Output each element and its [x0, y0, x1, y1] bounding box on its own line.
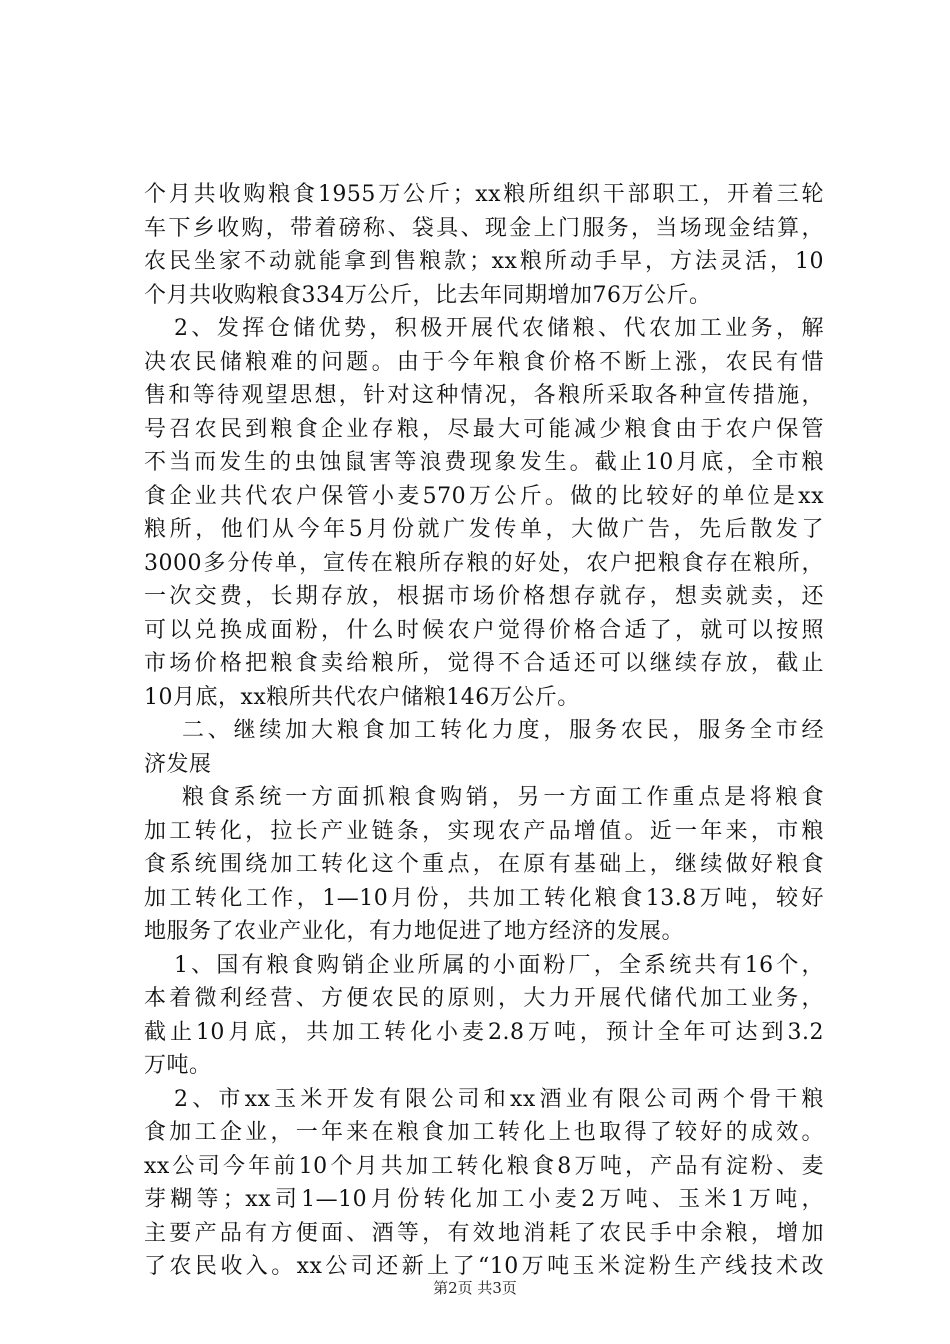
text-line: 地服务了农业产业化，有力地促进了地方经济的发展。 — [144, 919, 685, 944]
text-line: 10月底，xx粮所共代农户储粮146万公斤。 — [144, 684, 580, 710]
text-line: 食加工企业，一年来在粮食加工转化上也取得了较好的成效。 — [144, 1120, 824, 1145]
text-line: 加工转化工作，1—10月份，共加工转化粮食13.8万吨，较好 — [144, 885, 824, 911]
text-line: 万吨。 — [144, 1053, 212, 1078]
text-line: 1、国有粮食购销企业所属的小面粉厂，全系统共有16个， — [174, 952, 824, 978]
text-line: 售和等待观望思想，针对这种情况，各粮所采取各种宣传措施， — [144, 383, 824, 408]
section-heading: 二、继续加大粮食加工转化力度，服务农民，服务全市经 — [182, 718, 824, 743]
text-line: xx公司今年前10个月共加工转化粮食8万吨，产品有淀粉、麦 — [144, 1153, 824, 1179]
text-line: 车下乡收购，带着磅称、袋具、现金上门服务，当场现金结算， — [144, 215, 824, 241]
text-line: 3000多分传单，宣传在粮所存粮的好处，农户把粮食存在粮所， — [144, 550, 824, 576]
text-line: 2、发挥仓储优势，积极开展代农储粮、代农加工业务，解 — [174, 316, 824, 341]
text-line: 食企业共代农户保管小麦570万公斤。做的比较好的单位是xx — [144, 483, 824, 509]
text-line: 2、市xx玉米开发有限公司和xx酒业有限公司两个骨干粮 — [174, 1086, 824, 1112]
text-line: 市场价格把粮食卖给粮所，觉得不合适还可以继续存放，截止 — [144, 651, 824, 676]
text-line: 了农民收入。xx公司还新上了“10万吨玉米淀粉生产线技术改 — [144, 1254, 824, 1279]
text-line: 截止10月底，共加工转化小麦2.8万吨，预计全年可达到3.2 — [144, 1019, 824, 1045]
section-heading: 济发展 — [144, 751, 212, 777]
text-line: 本着微利经营、方便农民的原则，大力开展代储代加工业务， — [144, 986, 824, 1011]
text-line: 粮所，他们从今年5月份就广发传单，大做广告，先后散发了 — [144, 517, 824, 542]
text-line: 个月共收购粮食334万公斤，比去年同期增加76万公斤。 — [144, 282, 712, 308]
text-line: 芽糊等；xx司1—10月份转化加工小麦2万吨、玉米1万吨， — [144, 1187, 824, 1212]
text-line: 加工转化，拉长产业链条，实现农产品增值。近一年来，市粮 — [144, 818, 824, 844]
text-line: 农民坐家不动就能拿到售粮款；xx粮所动手早，方法灵活，10 — [144, 249, 824, 274]
text-line: 食系统围绕加工转化这个重点，在原有基础上，继续做好粮食 — [144, 852, 824, 877]
text-line: 号召农民到粮食企业存粮，尽最大可能减少粮食由于农户保管 — [144, 416, 824, 442]
page-number-footer: 第2页 共3页 — [433, 1279, 517, 1297]
text-line: 个月共收购粮食1955万公斤；xx粮所组织干部职工，开着三轮 — [144, 182, 824, 207]
text-line: 决农民储粮难的问题。由于今年粮食价格不断上涨，农民有惜 — [144, 349, 824, 375]
text-line: 主要产品有方便面、酒等，有效地消耗了农民手中余粮，增加 — [144, 1220, 824, 1246]
body-text — [144, 178, 824, 1284]
text-line: 可以兑换成面粉，什么时候农户觉得价格合适了，就可以按照 — [144, 617, 824, 643]
text-line: 一次交费，长期存放，根据市场价格想存就存，想卖就卖，还 — [144, 584, 824, 609]
text-line: 不当而发生的虫蚀鼠害等浪费现象发生。截止10月底，全市粮 — [144, 450, 824, 475]
text-line: 粮食系统一方面抓粮食购销，另一方面工作重点是将粮食 — [182, 785, 824, 810]
